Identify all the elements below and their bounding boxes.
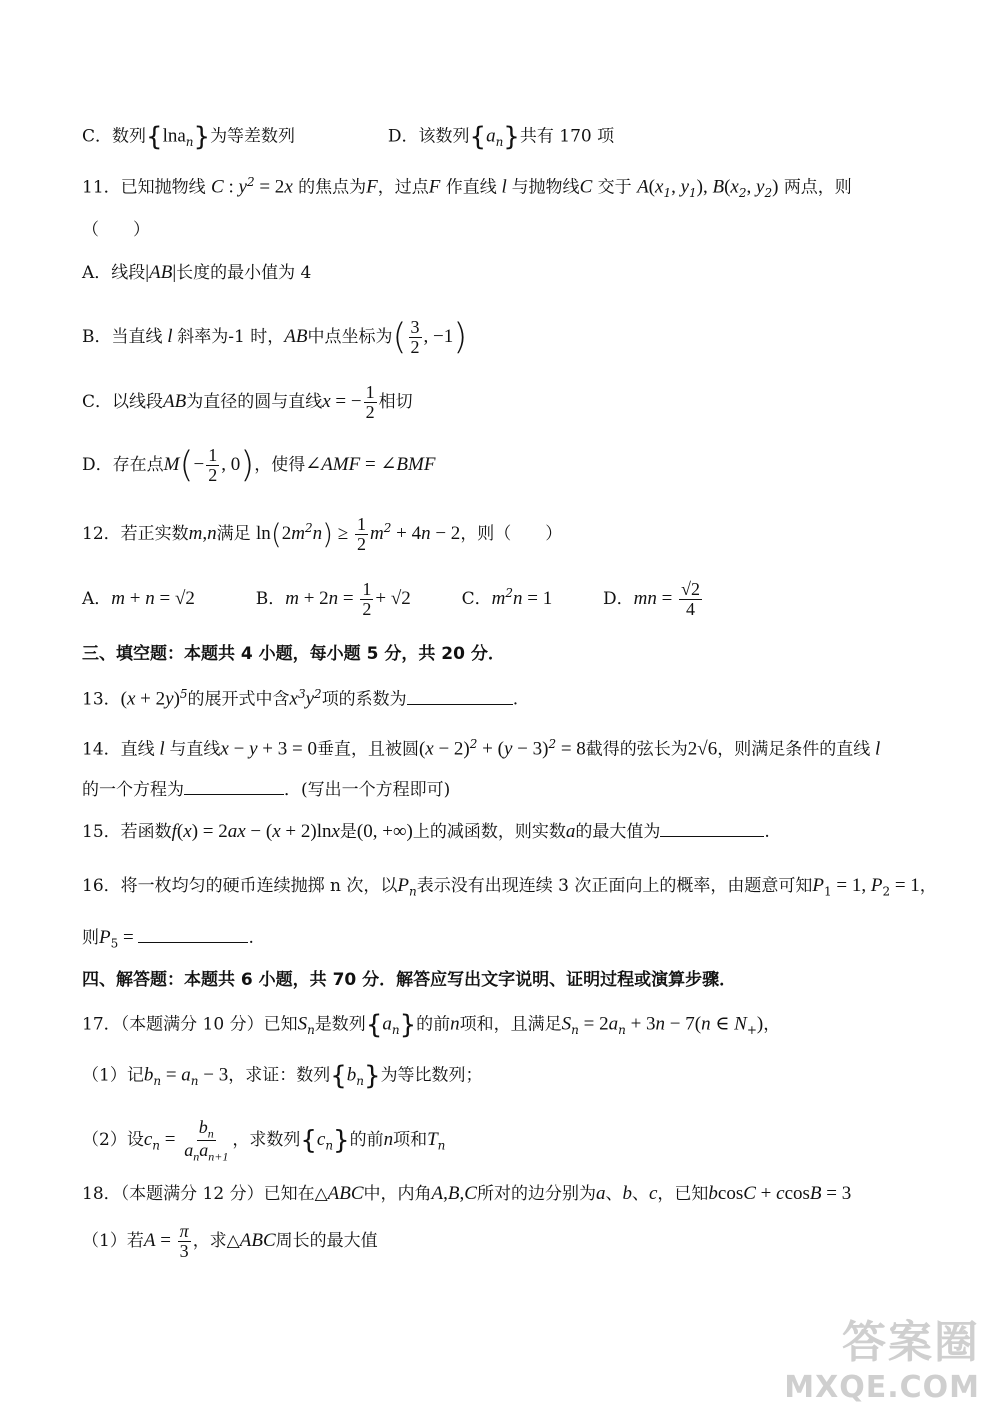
q13-end: .: [512, 689, 519, 710]
q18-p1-end: 周长的最大值: [275, 1230, 378, 1251]
q11-stem-prefix: 11．已知抛物线: [82, 177, 206, 198]
q11-optB-mid2: 中点坐标为: [307, 326, 393, 347]
q17-prefix: 17．（本题满分 10 分）已知: [82, 1014, 298, 1035]
q16-end: .: [248, 928, 254, 948]
q15: 15．若函数f(x) = 2ax − (x + 2)lnx是(0, +∞)上的减函数，则实数a的最大值为 .: [82, 821, 770, 842]
q15-tail: 的最大值为: [575, 822, 661, 842]
q15-mid2: 上的减函数，则实数: [412, 822, 566, 842]
q17-tail: ，: [763, 1014, 781, 1035]
q18-prefix: 18．（本题满分 12 分）已知在△: [82, 1184, 328, 1204]
q17-p2-tail: 项和: [393, 1130, 428, 1151]
fraction: $\frac{√2}{4}$: [681, 579, 700, 619]
q11-stem-mid3: 作直线: [445, 177, 497, 198]
q11-stem-tail: 两点，则: [783, 177, 852, 198]
q10-optC-math: lna: [162, 125, 186, 147]
q11-optA: A．线段|AB|长度的最小值为 4: [82, 262, 312, 283]
q16-mid: 表示没有出现连续 3 次正面向上的概率，由题意可知: [416, 876, 813, 896]
q17-p2-mid2: 的前: [349, 1130, 384, 1151]
answer-blank[interactable]: [407, 690, 513, 705]
left-brace: {: [146, 122, 163, 152]
fraction: $\frac{1}{2}$: [208, 445, 218, 485]
q18-mid4: 、: [631, 1184, 649, 1204]
section4-title: 四、解答题：本题共 6 小题，共 70 分．解答应写出文字说明、证明过程或演算步骤．: [82, 970, 737, 990]
q11-optD-mid: ，使得: [254, 454, 306, 475]
q18-mid1: 中，内角: [363, 1184, 432, 1204]
q14-tail: ，则满足条件的直线: [717, 739, 871, 760]
q17-stem: 17．（本题满分 10 分）已知$S_n$是数列$\{a_n\}$的前n项和，且满足$S_n = 2a_n + 3n - 7(n$ ∈ $N_+$)，: [82, 1010, 781, 1040]
q11-stem: 11．已知抛物线 C : $y^2 = 2x$ 的焦点为F，过点F 作直线 l 与抛物线C 交于 $A(x_1$, $y_1$), $B(x_2$, $y_2$) 两点，则: [82, 175, 852, 201]
q13-tail: 项的系数为: [321, 689, 407, 710]
q18-mid2: 所对的边分别为: [476, 1184, 596, 1204]
right-brace: }: [503, 122, 520, 152]
q12-optC-label: C．: [461, 588, 492, 609]
q17-mid2: 的前: [416, 1014, 451, 1035]
q14-mid2: 垂直，且被圆: [316, 739, 419, 760]
q11-optD: D．存在点M(− $\frac{1}{2}$ , 0)，使得∠AMF = ∠BMF: [82, 444, 436, 486]
q10-optD-math: a: [486, 125, 496, 147]
q16-prefix: 16．将一枚均匀的硬币连续抛掷 n 次，以: [82, 876, 398, 896]
q16-line2-text: 则: [82, 928, 99, 948]
watermark-line2: MXQE.COM: [784, 1370, 980, 1405]
q11-optC: C．以线段AB为直径的圆与直线x = − $\frac{1}{2}$ 相切: [82, 382, 413, 422]
q10-optD-tail: 共有 170 项: [519, 126, 615, 147]
section3-title: 三、填空题：本题共 4 小题，每小题 5 分，共 20 分．: [82, 644, 505, 664]
q18-p1-tail: ，求△: [192, 1230, 240, 1251]
q12-optB-label: B．: [255, 588, 286, 609]
q17-p1-mid: ，求证：数列: [228, 1065, 331, 1086]
q15-end: .: [764, 822, 770, 842]
q11-paren: （ ）: [82, 220, 150, 240]
q12-optA-label: A．: [82, 588, 112, 609]
q11-stem-mid2: ，过点: [377, 177, 429, 198]
q14-line2-tail: ．(写出一个方程即可): [284, 780, 451, 800]
left-brace: {: [469, 122, 487, 152]
q14-mid3: 截得的弦长为: [585, 739, 688, 760]
fraction: $\frac{1}{2}$: [365, 382, 375, 422]
q11-stem-mid1: 的焦点为: [298, 177, 367, 198]
fraction: $\frac{b_n}{a_na_{n+1}}$: [184, 1117, 229, 1164]
q14-mid1: 与直线: [169, 739, 221, 760]
q10-optD-label: D．该数列: [387, 126, 470, 147]
q11-stem-mid4: 与抛物线: [511, 177, 580, 198]
q18-stem: 18．（本题满分 12 分）已知在△ABC中，内角A,B,C所对的边分别为a、b、c，已知bcosC + ccosB = 3: [82, 1183, 852, 1204]
q12-stem-prefix: 12．若正实数: [82, 523, 189, 544]
q12-stem-tail: ，则（ ）: [460, 523, 563, 544]
q10-optC-label: C．数列: [82, 126, 147, 147]
answer-blank[interactable]: [660, 822, 764, 837]
q13-prefix: 13．: [82, 689, 121, 710]
q10-options: [82, 124, 614, 150]
q12-optD-label: D．: [603, 588, 634, 609]
q14-prefix: 14．直线: [82, 739, 155, 760]
q11-optC-label: C．以线段: [82, 391, 164, 412]
q16-line1: 16．将一枚均匀的硬币连续抛掷 n 次，以$P_n$表示没有出现连续 3 次正面向上的概率，由题意可知$P_1 = 1$, $P_2 = 1$，: [82, 875, 937, 899]
q11-points: A: [637, 176, 649, 198]
q11-optB-mid: 斜率为-1 时，: [177, 326, 285, 347]
q13-mid: 的展开式中含: [187, 689, 290, 710]
q11-optC-tail: 相切: [378, 391, 413, 412]
watermark-logo: [784, 1306, 980, 1405]
q17-part2: （2）设$c_n$ = $\frac{b_n}{a_na_{n+1}}$ ，求数列$\{c_n\}$的前n项和$T_n$: [82, 1117, 446, 1164]
q15-prefix: 15．若函数: [82, 822, 172, 842]
q15-mid: 是: [339, 822, 357, 842]
q11-optD-label: D．存在点: [82, 454, 164, 475]
q14-line2-text: 的一个方程为: [82, 780, 184, 800]
q14-line1: 14．直线 l 与直线x − y + 3 = 0垂直，且被圆$(x - 2)^2 + (y - 3)^2 = 8$截得的弦长为2√6，则满足条件的直线 l: [82, 737, 881, 760]
q18-mid5: ，已知: [657, 1184, 709, 1204]
q17-p2-prefix: （2）设: [82, 1130, 144, 1151]
q13: 13．$(x + 2y)^5$的展开式中含$x^3y^2$项的系数为 .: [82, 687, 519, 710]
q16-line2: 则$P_5$ = .: [82, 927, 254, 951]
q10-optC-sub: n: [185, 134, 194, 149]
answer-blank[interactable]: [184, 780, 284, 795]
q10-optD-sub: n: [495, 134, 504, 149]
q10-optC-tail: 为等差数列: [210, 126, 296, 147]
q11-optC-mid: 为直径的圆与直线: [186, 391, 323, 412]
q11-optA-label: A．线段: [82, 263, 146, 283]
q17-part1: （1）记$b_n = a_n - 3$，求证：数列$\{b_n\}$为等比数列；: [82, 1061, 483, 1091]
q14-line2: [82, 780, 450, 799]
q11-optA-tail: 长度的最小值为 4: [176, 263, 312, 283]
fraction: $\frac{1}{2}$: [357, 514, 366, 554]
q11-parabola-eq: C: [211, 176, 224, 198]
answer-blank[interactable]: [138, 928, 248, 943]
q18-part1: （1）若A = $\frac{\pi}{3}$ ，求△ABC周长的最大值: [82, 1221, 378, 1261]
q16-tail: ，: [919, 876, 937, 896]
q17-mid3: 项和，且满足: [459, 1014, 562, 1035]
q17-p1-tail: 为等比数列；: [380, 1065, 483, 1086]
q11-optB: B．当直线 l 斜率为-1 时，AB中点坐标为( $\frac{3}{2}$ , −1): [82, 316, 468, 358]
right-brace: }: [193, 122, 211, 152]
q12-options: A．m + n = √2 B．m + 2n = $\frac{1}{2}$ + √2 C．$m^2n = 1$ D．mn = $\frac{√2}{4}$: [82, 579, 700, 619]
q17-p1-prefix: （1）记: [82, 1065, 144, 1086]
q17-mid1: 是数列: [314, 1014, 366, 1035]
fraction: $\frac{\pi}{3}$: [179, 1221, 189, 1261]
q18-mid3: 、: [605, 1184, 623, 1204]
q12-stem-mid: 满足: [216, 523, 251, 544]
fraction: $\frac{3}{2}$: [410, 317, 420, 357]
q18-p1-prefix: （1）若: [82, 1230, 144, 1251]
q11-optB-label: B．当直线: [82, 326, 163, 347]
q17-p2-mid: ，求数列: [232, 1130, 301, 1151]
fraction: $\frac{1}{2}$: [362, 579, 372, 619]
q11-stem-mid5: 交于: [597, 177, 632, 198]
q12-stem: 12．若正实数m,n满足 $\ln(2m^2n)$ ≥ $\frac{1}{2}$ $m^2 + 4n - 2$，则（ ）: [82, 514, 563, 554]
watermark-line1: 答案圈: [842, 1317, 980, 1368]
